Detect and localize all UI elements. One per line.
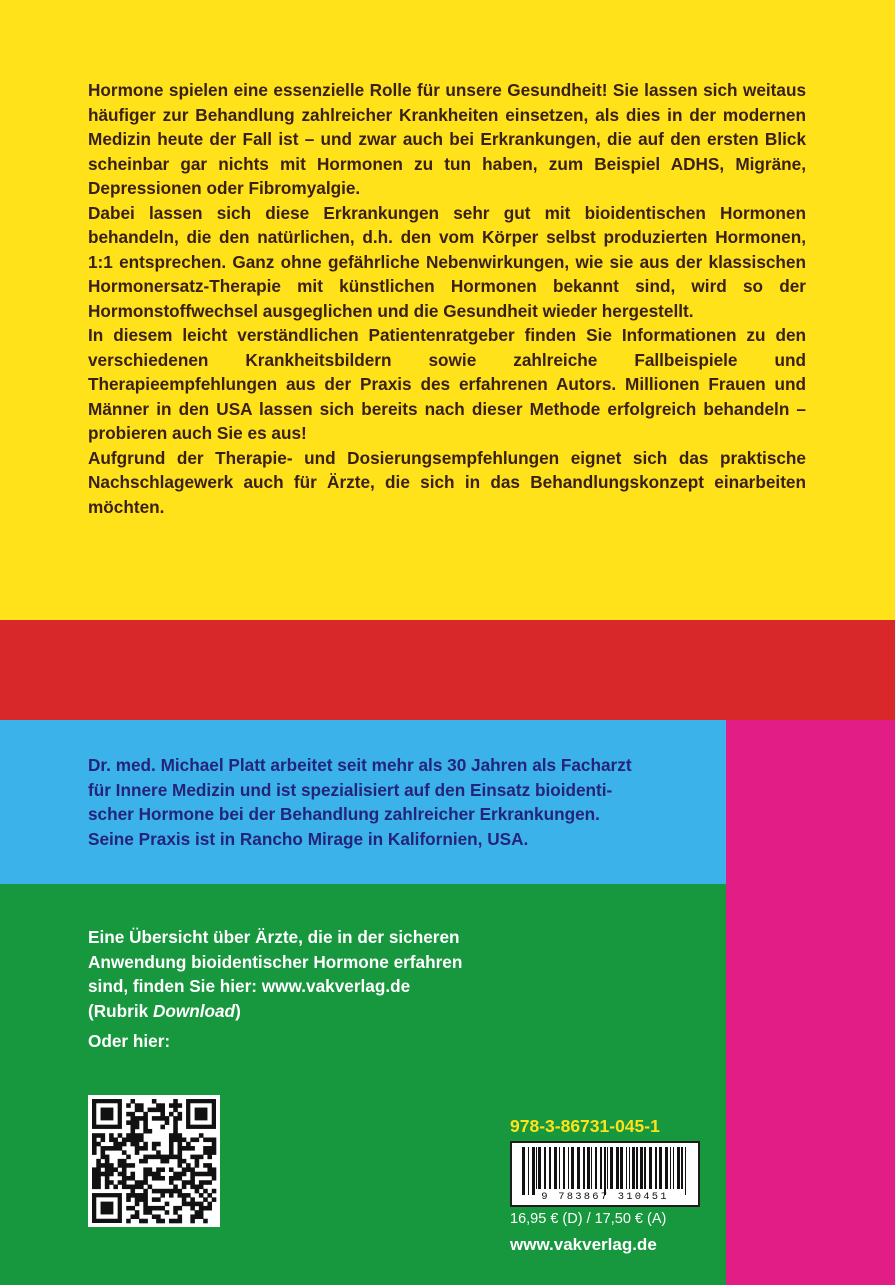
rubrik-download: Download	[152, 1000, 236, 1021]
rubrik-suffix: )	[235, 1000, 241, 1021]
blurb-paragraph-1: Hormone spielen eine essenzielle Rolle für unsere Gesundheit! Sie lassen sich weitaus häufiger zur Behandlung zahlreicher Krankheiten einsetzen, als dies in der modernen Medizin heute der Fall ist – und zwar auch bei Erkrankungen, die auf den ersten Blick scheinbar gar nichts mit Hormonen zu tun haben, zum Beispiel ADHS, Migräne, Depressionen oder Fibromyalgie.	[88, 80, 806, 198]
book-blurb	[88, 78, 806, 519]
isbn-number: 978-3-86731-045-1	[510, 1116, 660, 1136]
red-band	[0, 620, 895, 720]
isbn-barcode	[510, 1141, 700, 1207]
magenta-spine-strip	[726, 720, 895, 1285]
author-bio-line: für Innere Medizin und ist spezialisiert auf den Einsatz bioidenti-	[88, 779, 613, 800]
doctors-info-line: Eine Übersicht über Ärzte, die in der sicheren	[88, 927, 460, 947]
blurb-paragraph-2: Dabei lassen sich diese Erkrankungen sehr gut mit bioidentischen Hormonen behandeln, die den natürlichen, d.h. den vom Körper selbst produzierten Hormonen, 1:1 entsprechen. Ganz ohne gefährliche Nebenwirkungen, wie sie aus der klassischen Hormonersatz-Therapie mit künstlichen Hormonen bekannt sind, wird so der Hormonstoffwechsel ausgeglichen und die Gesundheit wieder hergestellt.	[88, 202, 806, 321]
doctors-info-line: Anwendung bioidentischer Hormone erfahren	[88, 951, 463, 972]
doctors-info-line: sind, finden Sie hier: www.vakverlag.de	[88, 976, 411, 996]
blurb-paragraph-3: In diesem leicht verständlichen Patientenratgeber finden Sie Informationen zu den verschiedenen Krankheitsbildern sowie zahlreiche Fallbeispiele und Therapieempfehlungen aus der Praxis des erfahrenen Autors. Millionen Frauen und Männer in den USA lassen sich bereits nach dieser Methode erfolgreich behandeln – probieren auch Sie es aus!	[88, 325, 806, 443]
doctors-info	[88, 925, 688, 1054]
author-bio-line: scher Hormone bei der Behandlung zahlreicher Erkrankungen.	[88, 804, 600, 824]
price: 16,95 € (D) / 17,50 € (A)	[510, 1211, 667, 1227]
author-bio-line: Dr. med. Michael Platt arbeitet seit mehr als 30 Jahren als Facharzt	[88, 755, 632, 775]
qr-code-graphic	[88, 1095, 220, 1227]
publisher-url: www.vakverlag.de	[510, 1235, 657, 1254]
barcode-digits: 9 783867 310451	[541, 1191, 669, 1203]
author-bio	[88, 753, 724, 851]
rubrik-prefix: (Rubrik	[88, 1000, 153, 1021]
doctors-info-or-here: Oder hier:	[88, 1031, 171, 1051]
blurb-paragraph-4: Aufgrund der Therapie- und Dosierungsempfehlungen eignet sich das praktische Nachschlagewerk auch für Ärzte, die sich in das Behandlungskonzept einarbeiten möchten.	[88, 447, 806, 517]
author-bio-line: Seine Praxis ist in Rancho Mirage in Kalifornien, USA.	[88, 828, 529, 849]
qr-code	[88, 1095, 220, 1227]
doctors-info-line-rubrik	[88, 999, 688, 1024]
